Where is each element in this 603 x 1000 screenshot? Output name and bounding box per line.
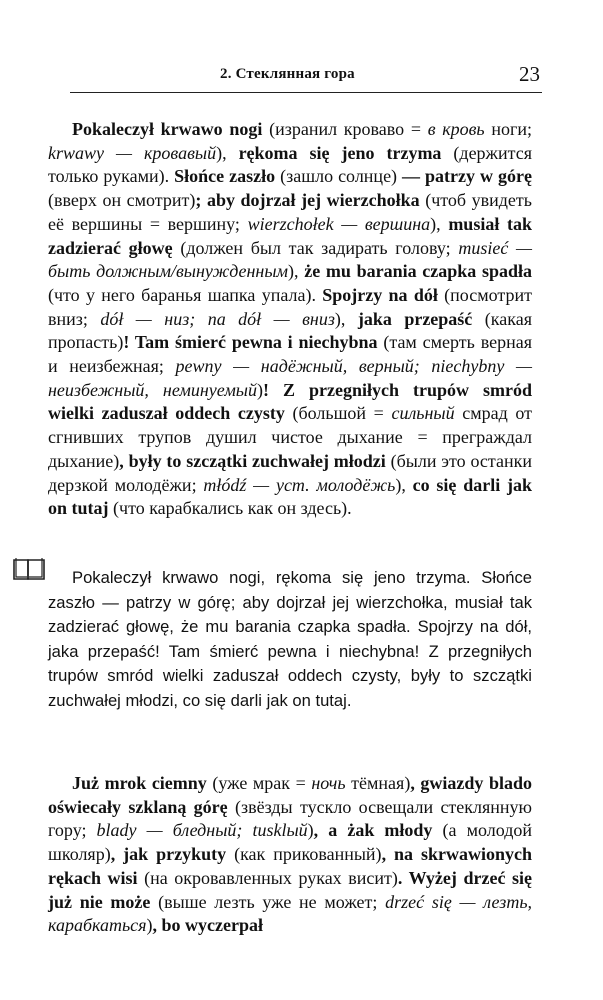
translation: (посмотрит вниз; — [48, 284, 532, 329]
translation: ), — [216, 142, 239, 163]
gloss: сильный — [391, 403, 455, 424]
translation: (чтоб увидеть её вершины = вершину; — [48, 190, 532, 234]
polish-phrase: rękoma się jeno trzyma — [238, 142, 442, 163]
annotated-paragraph-2 — [48, 772, 532, 938]
translation: (звёзды тускло освещали стеклянную гору; — [48, 796, 533, 841]
polish-phrase: , a żak młody — [313, 820, 433, 841]
translation: (как прикованный) — [226, 844, 382, 865]
translation: тёмная) — [345, 773, 411, 793]
translation: (уже мрак = — [206, 773, 312, 793]
polish-phrase: — patrzy w górę — [402, 166, 532, 187]
polish-phrase: , jak przykuty — [110, 844, 227, 865]
translation: ), — [395, 474, 413, 495]
translation: ), — [334, 308, 358, 329]
translation: (вверх он смотрит) — [48, 190, 196, 211]
page-number: 23 — [519, 62, 540, 86]
gloss: wierzchołek — вершина — [247, 213, 431, 234]
translation: (зашло солнце) — [275, 166, 403, 187]
reading-text: Pokaleczył krwawo nogi, rękoma się jeno trzyma. Słońce zaszło — patrzy w górę; aby dojrzał jej wierzchołka, musiał tak zadzierać głowę, że mu barania czapka spadła. Spojrzy na dół, jaka przepaść! Tam śmierć pewna i niechybna! Z przegniłych trupów smród wielki zaduszał oddech czysty, były to szczątki zuchwałej młodzi, co się darli jak on tutaj. — [48, 568, 532, 710]
translation: ) — [257, 379, 263, 400]
header-rule — [70, 92, 542, 93]
polish-phrase: , bo wyczerpał — [152, 915, 264, 936]
translation: (там смерть верная и неизбежная; — [48, 332, 532, 377]
polish-phrase: Słońce zaszło — [174, 166, 276, 187]
translation: (должен был так задирать голову; — [172, 237, 459, 258]
gloss: ночь — [311, 773, 346, 793]
translation: (выше лезть уже не может; — [150, 891, 386, 912]
polish-phrase: jaka przepaść — [357, 308, 473, 329]
polish-phrase: ! Tam śmierć pewna i niechybna — [123, 332, 378, 353]
polish-phrase: , były to szczątki zuchwałej młodzi — [119, 450, 386, 471]
polish-phrase: Pokaleczył krwawo nogi — [72, 119, 263, 139]
translation: ) — [307, 820, 314, 841]
gloss: blady — бледный; tusklый — [96, 820, 308, 841]
translation: ноги; — [484, 119, 532, 139]
polish-phrase: ; aby dojrzał jej wierzchołka — [195, 190, 420, 211]
translation: (большой = — [284, 403, 392, 424]
translation: (какая пропасть) — [48, 308, 532, 353]
gloss: в кровь — [427, 119, 485, 139]
gloss: krwawy — кровавый — [48, 142, 217, 163]
translation: (изранил кроваво = — [262, 119, 428, 139]
polish-phrase: Już mrok ciemny — [72, 773, 207, 793]
gloss: pewny — надёжный, верный; niechybny — неизбежный, неминуемый — [48, 356, 532, 400]
gloss: drzeć się — лезть, карабкаться — [48, 891, 533, 936]
polish-phrase: . Wyżej drzeć się już nie może — [48, 867, 532, 912]
running-header — [70, 62, 540, 92]
open-book-icon — [12, 556, 46, 582]
chapter-title: 2. Стеклянная гора — [220, 66, 355, 82]
translation: смрад от сгнивших трупов душил чистое дыхание = преграждал дыхание) — [48, 403, 532, 471]
polish-phrase: ! Z przegniłych trupów smród wielki zaduszał oddech czysty — [48, 379, 532, 424]
gloss: dół — низ; na dół — вниз — [100, 308, 335, 329]
translation: ) — [146, 915, 153, 936]
translation: (что у него баранья шапка упала). — [48, 284, 323, 305]
gloss: młódź — уст. молодёжь — [203, 474, 396, 495]
gloss: musieć — быть должным/вынужденным — [48, 237, 532, 282]
polish-phrase: Spojrzy na dół — [322, 284, 438, 305]
polish-phrase: musiał tak zadzierać głowę — [48, 213, 532, 258]
translation: ), — [430, 213, 449, 234]
translation: (держится только руками). — [48, 142, 532, 187]
translation: (что карабкались как он здесь). — [108, 498, 352, 519]
translation: (а молодой школяр) — [48, 820, 532, 865]
translation: (на окровавленных руках висит) — [137, 867, 398, 888]
translation: (были это останки дерзкой молодёжи; — [48, 450, 532, 495]
polish-phrase: co się darli jak on tutaj — [48, 474, 533, 519]
translation: ), — [288, 261, 305, 282]
polish-phrase: że mu barania czapka spadła — [304, 261, 532, 282]
polish-phrase: , gwiazdy blado oświecały szklaną górę — [48, 773, 532, 817]
annotated-paragraph-1 — [48, 118, 532, 521]
polish-phrase: , na skrwawionych rękach wisi — [48, 844, 532, 888]
